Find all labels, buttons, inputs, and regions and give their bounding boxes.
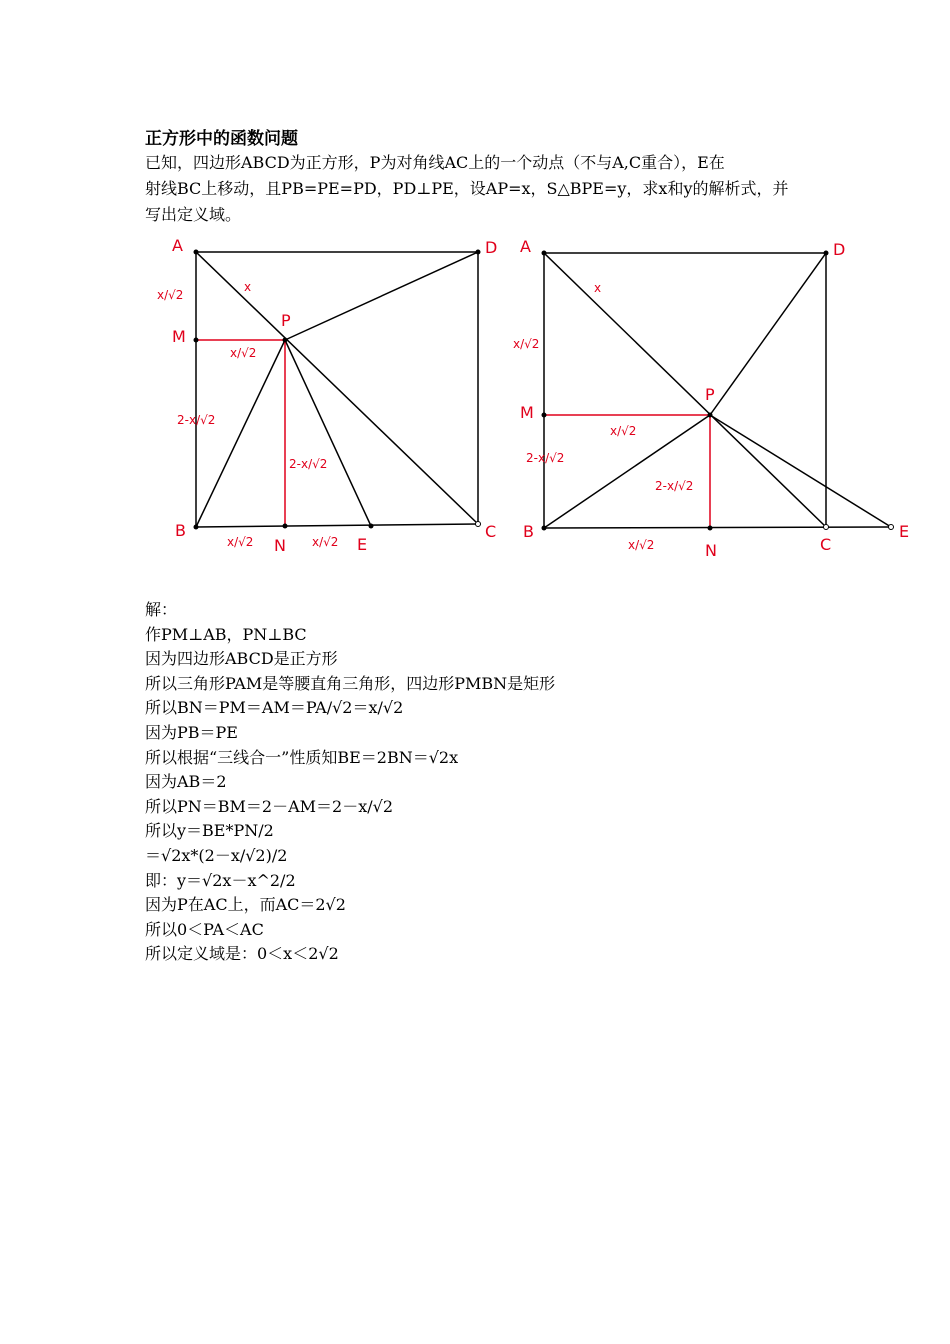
solution-line: 因为AB＝2 xyxy=(145,772,227,792)
point-b xyxy=(194,525,199,530)
point-b xyxy=(542,526,547,531)
point-p xyxy=(283,338,288,343)
label-b: B xyxy=(175,521,186,540)
label-a: A xyxy=(520,237,531,256)
label-d: D xyxy=(833,240,846,259)
point-e xyxy=(369,524,374,529)
point-n xyxy=(708,526,713,531)
label-m: M xyxy=(520,403,534,422)
problem-statement xyxy=(145,150,825,228)
label-a: A xyxy=(172,236,183,255)
solution-line: 所以y＝BE*PN/2 xyxy=(145,821,274,841)
point-n xyxy=(283,524,288,529)
point-p xyxy=(708,413,713,418)
point-m xyxy=(542,413,547,418)
solution-line: 即：y＝√2x－x^2/2 xyxy=(145,870,296,890)
label-c: C xyxy=(485,522,497,541)
segment-pd xyxy=(710,253,826,415)
label-bn: x/√2 xyxy=(628,538,655,552)
label-mb: 2-x/√2 xyxy=(177,413,216,427)
label-p: P xyxy=(281,311,291,330)
point-e xyxy=(889,525,894,530)
label-pn: 2-x/√2 xyxy=(655,479,694,493)
label-mp: x/√2 xyxy=(610,424,637,438)
solution-line: 所以三角形PAM是等腰直角三角形，四边形PMBN是矩形 xyxy=(145,673,556,693)
solution xyxy=(145,598,555,967)
point-c xyxy=(476,522,481,527)
figure-1 xyxy=(157,230,510,564)
solution-line: 所以根据“三线合一”性质知BE＝2BN＝√2x xyxy=(145,747,459,767)
point-c xyxy=(824,525,829,530)
solution-line: 解： xyxy=(145,600,178,619)
label-ne: x/√2 xyxy=(312,535,339,549)
figure-2-svg xyxy=(510,230,920,570)
label-n: N xyxy=(705,541,717,560)
label-e: E xyxy=(357,535,368,554)
label-d: D xyxy=(485,238,498,257)
point-a xyxy=(194,250,199,255)
point-d xyxy=(476,250,481,255)
figure-2 xyxy=(510,230,920,574)
solution-line: 所以PN＝BM＝2－AM＝2－x/√2 xyxy=(145,796,393,816)
segment-pe xyxy=(710,415,891,527)
solution-line: 因为四边形ABCD是正方形 xyxy=(145,649,338,669)
segment-pd xyxy=(285,252,478,340)
label-e: E xyxy=(899,522,910,541)
point-d xyxy=(824,251,829,256)
label-mb: 2-x/√2 xyxy=(526,451,565,465)
label-am: x/√2 xyxy=(157,288,184,302)
label-ap: x xyxy=(244,280,252,294)
solution-line: 所以定义域是：0＜x＜2√2 xyxy=(145,944,339,964)
label-mp: x/√2 xyxy=(230,346,257,360)
problem-line: 射线BC上移动，且PB=PE=PD，PD⊥PE，设AP=x，S△BPE=y，求x和y的解析式，并 xyxy=(145,179,789,198)
diagonal-ac xyxy=(196,252,478,524)
segment-pe xyxy=(285,340,371,526)
solution-line: 作PM⊥AB，PN⊥BC xyxy=(145,624,307,644)
problem-line: 已知，四边形ABCD为正方形，P为对角线AC上的一个动点（不与A,C重合），E在 xyxy=(145,153,725,172)
label-bn: x/√2 xyxy=(227,535,254,549)
problem-line: 写出定义域。 xyxy=(145,205,242,224)
solution-line: ＝√2x*(2－x/√2)/2 xyxy=(145,845,288,865)
side-bc xyxy=(196,524,478,527)
label-p: P xyxy=(705,385,715,404)
segment-pb xyxy=(196,340,285,527)
solution-line: 所以0＜PA＜AC xyxy=(145,919,264,939)
solution-line: 所以BN＝PM＝AM＝PA/√2＝x/√2 xyxy=(145,698,404,718)
solution-line: 因为P在AC上，而AC＝2√2 xyxy=(145,895,346,915)
side-be xyxy=(544,527,891,528)
label-m: M xyxy=(172,327,186,346)
label-ap: x xyxy=(594,281,602,295)
solution-line: 因为PB＝PE xyxy=(145,722,238,742)
page-title: 正方形中的函数问题 xyxy=(145,129,298,149)
label-pn: 2-x/√2 xyxy=(289,457,328,471)
label-n: N xyxy=(274,536,286,555)
label-am: x/√2 xyxy=(513,337,540,351)
point-a xyxy=(542,251,547,256)
point-m xyxy=(194,338,199,343)
figure-1-svg xyxy=(157,230,510,560)
label-c: C xyxy=(820,535,832,554)
label-b: B xyxy=(523,522,534,541)
